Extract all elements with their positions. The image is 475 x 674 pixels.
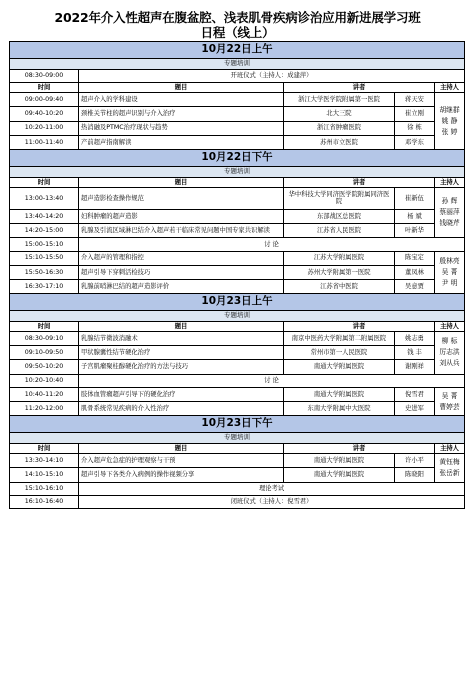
session-topic: 乳腺及引流区域淋巴结介入超声若干临床常见问题中国专家共识解读 xyxy=(79,224,284,238)
chair-name: 钱晓芹 xyxy=(439,219,460,228)
header-time: 时间 xyxy=(10,83,79,93)
document-subtitle: 日程（线上） xyxy=(200,25,275,40)
table-row xyxy=(10,332,465,346)
day-label: 10月22日下午 xyxy=(10,149,465,166)
chairs-cell xyxy=(435,332,465,375)
plenary-row xyxy=(10,238,465,251)
session-time: 14:10-15:10 xyxy=(10,468,79,482)
session-topic: 子宫肌瘤聚桂醇硬化治疗的方法与技巧 xyxy=(79,360,284,374)
session-time: 08:30-09:00 xyxy=(10,70,79,83)
session-topic: 介入超声危急症的护理观察与干预 xyxy=(79,454,284,468)
section-row xyxy=(10,166,465,177)
speaker-name: 蒋天安 xyxy=(395,93,435,107)
plenary-text: 讨 论 xyxy=(79,238,465,251)
speaker-organization: 江苏大学附属医院 xyxy=(284,251,395,265)
speaker-organization: 苏州市立医院 xyxy=(284,135,395,149)
speaker-organization: 浙江省肿瘤医院 xyxy=(284,121,395,135)
session-time: 13:30-14:10 xyxy=(10,454,79,468)
speaker-name: 邓学东 xyxy=(395,135,435,149)
speaker-organization: 华中科技大学同济医学院附属同济医院 xyxy=(284,187,395,209)
header-time: 时间 xyxy=(10,177,79,187)
table-row xyxy=(10,454,465,468)
chair-name: 黄钰梅 xyxy=(439,457,460,466)
session-time: 15:50-16:30 xyxy=(10,265,79,279)
speaker-organization: 东部战区总医院 xyxy=(284,209,395,223)
header-speaker: 讲者 xyxy=(284,83,435,93)
table-row xyxy=(10,360,465,374)
session-time: 15:10-16:10 xyxy=(10,482,79,495)
session-time: 08:30-09:10 xyxy=(10,332,79,346)
header-chair: 主持人 xyxy=(435,444,465,454)
plenary-text: 开班仪式（主持人：成建萍） xyxy=(79,70,465,83)
table-row xyxy=(10,93,465,107)
column-header-row xyxy=(10,444,465,454)
speaker-name: 谢刚祥 xyxy=(395,360,435,374)
speaker-name: 陈宝定 xyxy=(395,251,435,265)
column-header-row xyxy=(10,83,465,93)
table-row xyxy=(10,402,465,416)
speaker-organization: 南通大学附属医院 xyxy=(284,387,395,401)
section-row xyxy=(10,59,465,70)
chair-name: 张 婷 xyxy=(441,127,458,136)
day-header xyxy=(10,149,465,166)
speaker-organization: 南通大学附属医院 xyxy=(284,454,395,468)
header-chair: 主持人 xyxy=(435,322,465,332)
session-topic: 颈椎关节柱的超声识别与介入治疗 xyxy=(79,107,284,121)
table-row xyxy=(10,279,465,293)
chairs-cell xyxy=(435,93,465,150)
chairs-cell xyxy=(435,387,465,415)
speaker-name: 许小平 xyxy=(395,454,435,468)
session-time: 10:40-11:20 xyxy=(10,387,79,401)
column-header-row xyxy=(10,177,465,187)
header-topic: 题目 xyxy=(79,444,284,454)
session-time: 11:20-12:00 xyxy=(10,402,79,416)
header-chair: 主持人 xyxy=(435,177,465,187)
chair-name: 蔡丽萍 xyxy=(439,208,460,217)
table-row xyxy=(10,346,465,360)
session-time: 10:20-10:40 xyxy=(10,374,79,387)
session-topic: 超声造影检查操作规范 xyxy=(79,187,284,209)
header-speaker: 讲者 xyxy=(284,444,435,454)
session-topic: 介入超声的管理和指控 xyxy=(79,251,284,265)
header-topic: 题目 xyxy=(79,322,284,332)
header-time: 时间 xyxy=(10,444,79,454)
session-topic: 甲状腺囊性结节硬化治疗 xyxy=(79,346,284,360)
speaker-name: 崔立刚 xyxy=(395,107,435,121)
session-time: 11:00-11:40 xyxy=(10,135,79,149)
chair-name: 尹 明 xyxy=(441,278,458,287)
header-speaker: 讲者 xyxy=(284,177,435,187)
section-label: 专题培训 xyxy=(10,59,465,70)
speaker-organization: 江苏省人民医院 xyxy=(284,224,395,238)
table-row xyxy=(10,135,465,149)
session-topic: 乳腺结节微波消融术 xyxy=(79,332,284,346)
speaker-organization: 常州市第一人民医院 xyxy=(284,346,395,360)
section-label: 专题培训 xyxy=(10,311,465,322)
day-header xyxy=(10,42,465,59)
day-label: 10月23日上午 xyxy=(10,294,465,311)
session-time: 13:00-13:40 xyxy=(10,187,79,209)
plenary-text: 理论考试 xyxy=(79,482,465,495)
speaker-organization: 南通大学附属医院 xyxy=(284,360,395,374)
day-header xyxy=(10,416,465,433)
speaker-name: 董凤林 xyxy=(395,265,435,279)
session-time: 14:20-15:00 xyxy=(10,224,79,238)
day-label: 10月23日下午 xyxy=(10,416,465,433)
header-time: 时间 xyxy=(10,322,79,332)
section-label: 专题培训 xyxy=(10,433,465,444)
chair-name: 姚 静 xyxy=(441,116,458,125)
speaker-name: 吴意贾 xyxy=(395,279,435,293)
chair-name: 吴 菁 xyxy=(441,391,458,400)
speaker-name: 钱 丰 xyxy=(395,346,435,360)
session-time: 09:50-10:20 xyxy=(10,360,79,374)
speaker-name: 叶新华 xyxy=(395,224,435,238)
chairs-cell xyxy=(435,187,465,237)
session-time: 13:40-14:20 xyxy=(10,209,79,223)
session-topic: 超声引导下各类介入病例的操作视频分享 xyxy=(79,468,284,482)
day-label: 10月22日上午 xyxy=(10,42,465,59)
chair-name: 孙 辉 xyxy=(441,197,458,206)
schedule-table xyxy=(9,41,465,509)
speaker-organization: 南京中医药大学附属第二附属医院 xyxy=(284,332,395,346)
table-row xyxy=(10,187,465,209)
chair-name: 张岳新 xyxy=(439,468,460,477)
session-time: 09:00-09:40 xyxy=(10,93,79,107)
plenary-row xyxy=(10,482,465,495)
speaker-name: 徐 栋 xyxy=(395,121,435,135)
session-topic: 产前超声指南解读 xyxy=(79,135,284,149)
plenary-row xyxy=(10,374,465,387)
session-topic: 肌骨系统常见疾病的介入性治疗 xyxy=(79,402,284,416)
chair-name: 厉志洪 xyxy=(439,348,460,357)
chairs-cell xyxy=(435,454,465,482)
speaker-organization: 浙江大学医学院附属第一医院 xyxy=(284,93,395,107)
header-speaker: 讲者 xyxy=(284,322,435,332)
table-row xyxy=(10,387,465,401)
speaker-name: 史进军 xyxy=(395,402,435,416)
speaker-organization: 江苏省中医院 xyxy=(284,279,395,293)
session-time: 09:40-10:20 xyxy=(10,107,79,121)
speaker-name: 杨 斌 xyxy=(395,209,435,223)
table-row xyxy=(10,121,465,135)
day-header xyxy=(10,294,465,311)
session-topic: 乳腺前哨淋巴结的超声造影评价 xyxy=(79,279,284,293)
session-time: 16:30-17:10 xyxy=(10,279,79,293)
session-topic: 热消融及PTMC治疗现状与趋势 xyxy=(79,121,284,135)
table-row xyxy=(10,251,465,265)
session-time: 09:10-09:50 xyxy=(10,346,79,360)
speaker-organization: 南通大学附属医院 xyxy=(284,468,395,482)
section-row xyxy=(10,311,465,322)
section-row xyxy=(10,433,465,444)
chair-name: 曹婷芸 xyxy=(439,402,460,411)
chair-name: 殷林亮 xyxy=(439,256,460,265)
chair-name: 吴 菁 xyxy=(441,267,458,276)
session-topic: 妇科肿瘤的超声造影 xyxy=(79,209,284,223)
table-row xyxy=(10,468,465,482)
speaker-name: 陈晓阳 xyxy=(395,468,435,482)
header-topic: 题目 xyxy=(79,83,284,93)
document-title: 2022年介入性超声在腹盆腔、浅表肌骨疾病诊治应用新进展学习班 xyxy=(54,10,421,25)
table-row xyxy=(10,265,465,279)
session-time: 15:10-15:50 xyxy=(10,251,79,265)
section-label: 专题培训 xyxy=(10,166,465,177)
table-row xyxy=(10,224,465,238)
column-header-row xyxy=(10,322,465,332)
session-time: 15:00-15:10 xyxy=(10,238,79,251)
speaker-name: 崔新伍 xyxy=(395,187,435,209)
plenary-text: 讨 论 xyxy=(79,374,465,387)
session-topic: 肢体血管瘤超声引导下的硬化治疗 xyxy=(79,387,284,401)
speaker-organization: 北大三院 xyxy=(284,107,395,121)
table-row xyxy=(10,107,465,121)
chair-name: 柳 标 xyxy=(441,337,458,346)
session-time: 16:10-16:40 xyxy=(10,495,79,508)
plenary-row xyxy=(10,70,465,83)
chair-name: 刘从兵 xyxy=(439,359,460,368)
session-topic: 超声介入的学科建设 xyxy=(79,93,284,107)
header-topic: 题目 xyxy=(79,177,284,187)
table-row xyxy=(10,209,465,223)
chair-name: 胡继群 xyxy=(439,105,460,114)
speaker-organization: 东南大学附属中大医院 xyxy=(284,402,395,416)
header-chair: 主持人 xyxy=(435,83,465,93)
plenary-row xyxy=(10,495,465,508)
chairs-cell xyxy=(435,251,465,294)
session-topic: 超声引导下穿刺活检技巧 xyxy=(79,265,284,279)
speaker-name: 姚志勇 xyxy=(395,332,435,346)
plenary-text: 闭班仪式（主持人：倪雪君） xyxy=(79,495,465,508)
speaker-name: 倪雪君 xyxy=(395,387,435,401)
session-time: 10:20-11:00 xyxy=(10,121,79,135)
speaker-organization: 苏州大学附属第一医院 xyxy=(284,265,395,279)
